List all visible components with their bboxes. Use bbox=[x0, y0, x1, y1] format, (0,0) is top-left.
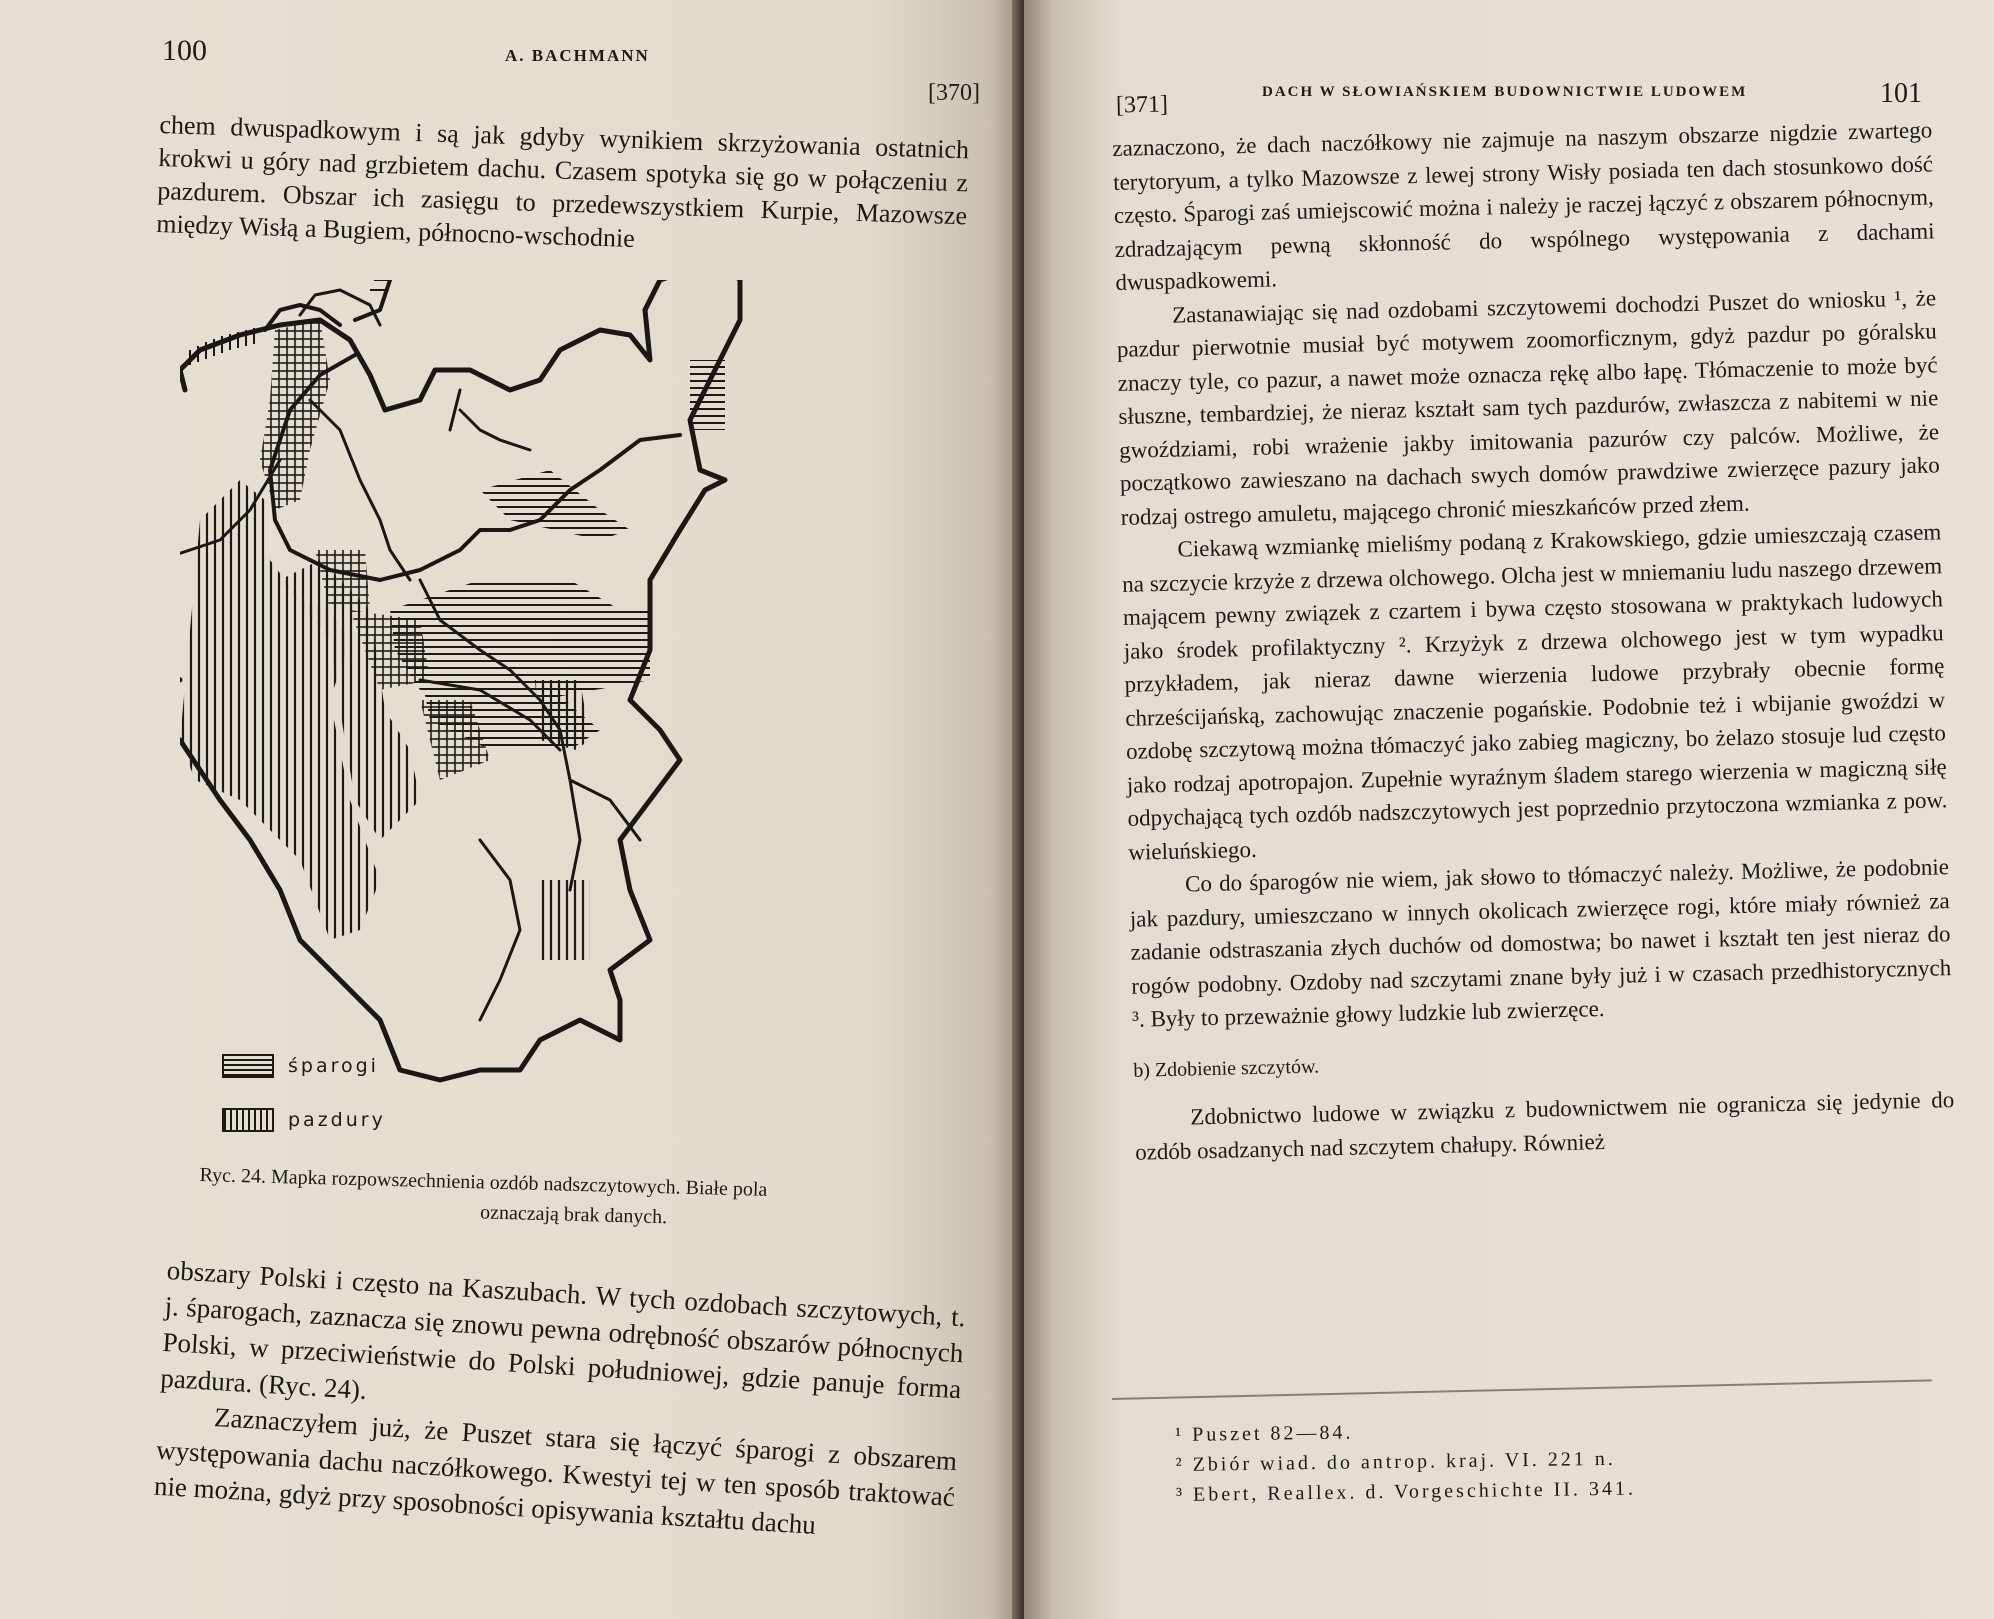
figure-caption bbox=[198, 1160, 949, 1240]
caption-line: Ryc. 24. Mapka rozpowszechnienia ozdób nadszczytowych. Białe pola bbox=[199, 1163, 768, 1201]
right-bracket-number: [371] bbox=[1115, 91, 1169, 119]
paragraph: Zaznaczyłem już, że Puszet stara się łączyć śparogi z obszarem występowania dachu naczółkowego. Kwestyi tej w ten sposób traktować nie można, gdyż przy sposobności opisywania kształtu dachu bbox=[153, 1402, 958, 1540]
vertical-hatch-swatch bbox=[222, 1108, 274, 1132]
paragraph: Co do śparogów nie wiem, jak słowo to tłómaczyć należy. Możliwe, że podobnie jak pazdury, umieszczano w innych okolicach zwierzęce rogi, które miały również za zadanie odstraszania złych duchów od domostwa; bo nawet i kształt ten jest nieraz do rogów podobny. Ozdoby nad szczytami znane były już i w czasach przedhistorycznych ³. Były to przeważnie głowy ludzkie lub zwierzęce. bbox=[1129, 854, 1952, 1032]
distribution-map bbox=[180, 280, 960, 1140]
paragraph: Zdobnictwo ludowe w związku z budownictwem nie ogranicza się jedynie do ozdób osadzanych nad szczytem chałupy. Również bbox=[1134, 1087, 1955, 1165]
left-bottom-text bbox=[153, 1252, 967, 1551]
right-body-text bbox=[1112, 113, 1955, 1168]
caption-line: oznaczają brak danych. bbox=[479, 1201, 668, 1229]
paragraph: zaznaczono, że dach naczółkowy nie zajmuje na naszym obszarze nigdzie zwartego terytoryum, a tylko Mazowsze z lewej strony Wisły posiada ten dach stosunkowo dość często. Śparogi zaś umiejscowić można i należy je raczej łączyć z obszarem północnym, zdradzającym pewną skłonność do wspólnego występowania z dachami dwuspadkowemi. bbox=[1112, 117, 1935, 295]
left-page-number: 100 bbox=[162, 34, 207, 67]
footnote: ¹ Puszet 82—84. bbox=[1175, 1421, 1354, 1446]
legend-item-pazdury bbox=[222, 1108, 386, 1132]
legend-item-sparogi bbox=[222, 1054, 379, 1078]
horizontal-hatch-swatch bbox=[222, 1054, 274, 1078]
legend-label: śparogi bbox=[288, 1055, 379, 1077]
footnote: ² Zbiór wiad. do antrop. kraj. VI. 221 n. bbox=[1175, 1447, 1616, 1476]
left-running-head: A. BACHMANN bbox=[505, 46, 650, 65]
footnotes bbox=[1175, 1410, 1896, 1510]
legend-label: pazdury bbox=[288, 1109, 386, 1131]
footnote: ³ Ebert, Reallex. d. Vorgeschichte II. 341. bbox=[1175, 1477, 1637, 1506]
left-bracket-number: [370] bbox=[928, 80, 980, 106]
right-page-number: 101 bbox=[1880, 78, 1922, 109]
right-running-head: DACH W SŁOWIAŃSKIEM BUDOWNICTWIE LUDOWEM bbox=[1262, 84, 1748, 100]
paragraph: Zastanawiając się nad ozdobami szczytowemi dochodzi Puszet do wniosku ¹, że pazdur pierwotnie musiał być motywem zoomorficznym, gdyż pazdur po góralsku znaczy tyle, co pazur, a nawet może oznacza rękę albo łapę. Tłómaczenie to może być słuszne, tembardziej, że nieraz kształt sam tych pazdurów, zwłaszcza z nabitemi w nie gwoździami, robi wrażenie jakby imitowania pazurów czy palców. Możliwe, że początkowo zawieszano na dachach swych domów prawdziwe zwierzęce pazury jako rodzaj ostrego amuletu, mającego chronić mieszkańców przed złem. bbox=[1116, 284, 1941, 530]
left-top-text bbox=[156, 108, 970, 265]
section-subheading: b) Zdobienie szczytów. bbox=[1133, 1055, 1320, 1082]
paragraph: Ciekawą wzmiankę mieliśmy podaną z Krakowskiego, gdzie umieszczają czasem na szczycie krzyże z drzewa olchowego. Olcha jest w mniemaniu ludu naszego drzewem mającem pewny związek z czartem i bywa często stosowana w praktykach ludowych jako środek profilaktyczny ². Krzyżyk z drzewa olchowego jest w tym wypadku przykładem, jak nieraz dawne wierzenia ludowe przybrały obecnie formę chrześcijańską, zachowując znaczenie pogańskie. Podobnie też i wbijanie gwoździ w ozdobę szczytową można tłómaczyć jako zabieg magiczny, bo żelazo stosuje lud często jako rodzaj apotropajon. Zupełnie wyraźnym śladem starego wierzenia w magiczną siłę odpychającą tych ozdób nadszczytowych jest poprzednio przytoczona wzmianka z pow. wieluńskiego. bbox=[1121, 519, 1948, 865]
paragraph: chem dwuspadkowym i są jak gdyby wynikiem skrzyżowania ostatnich krokwi u góry nad grzbietem dachu. Czasem spotyka się go w połączeniu z pazdurem. Obszar ich zasięgu to przedewszystkiem Kurpie, Mazowsze między Wisłą a Bugiem, północno-wschodnie bbox=[155, 109, 970, 253]
paragraph: obszary Polski i często na Kaszubach. W tych ozdobach szczytowych, t. j. śparogach, zaznacza się znowu pewna odrębność obszarów północnych Polski, w przeciwieństwie do Polski południowej, gdzie panuje forma pazdura. (Ryc. 24). bbox=[159, 1254, 967, 1406]
